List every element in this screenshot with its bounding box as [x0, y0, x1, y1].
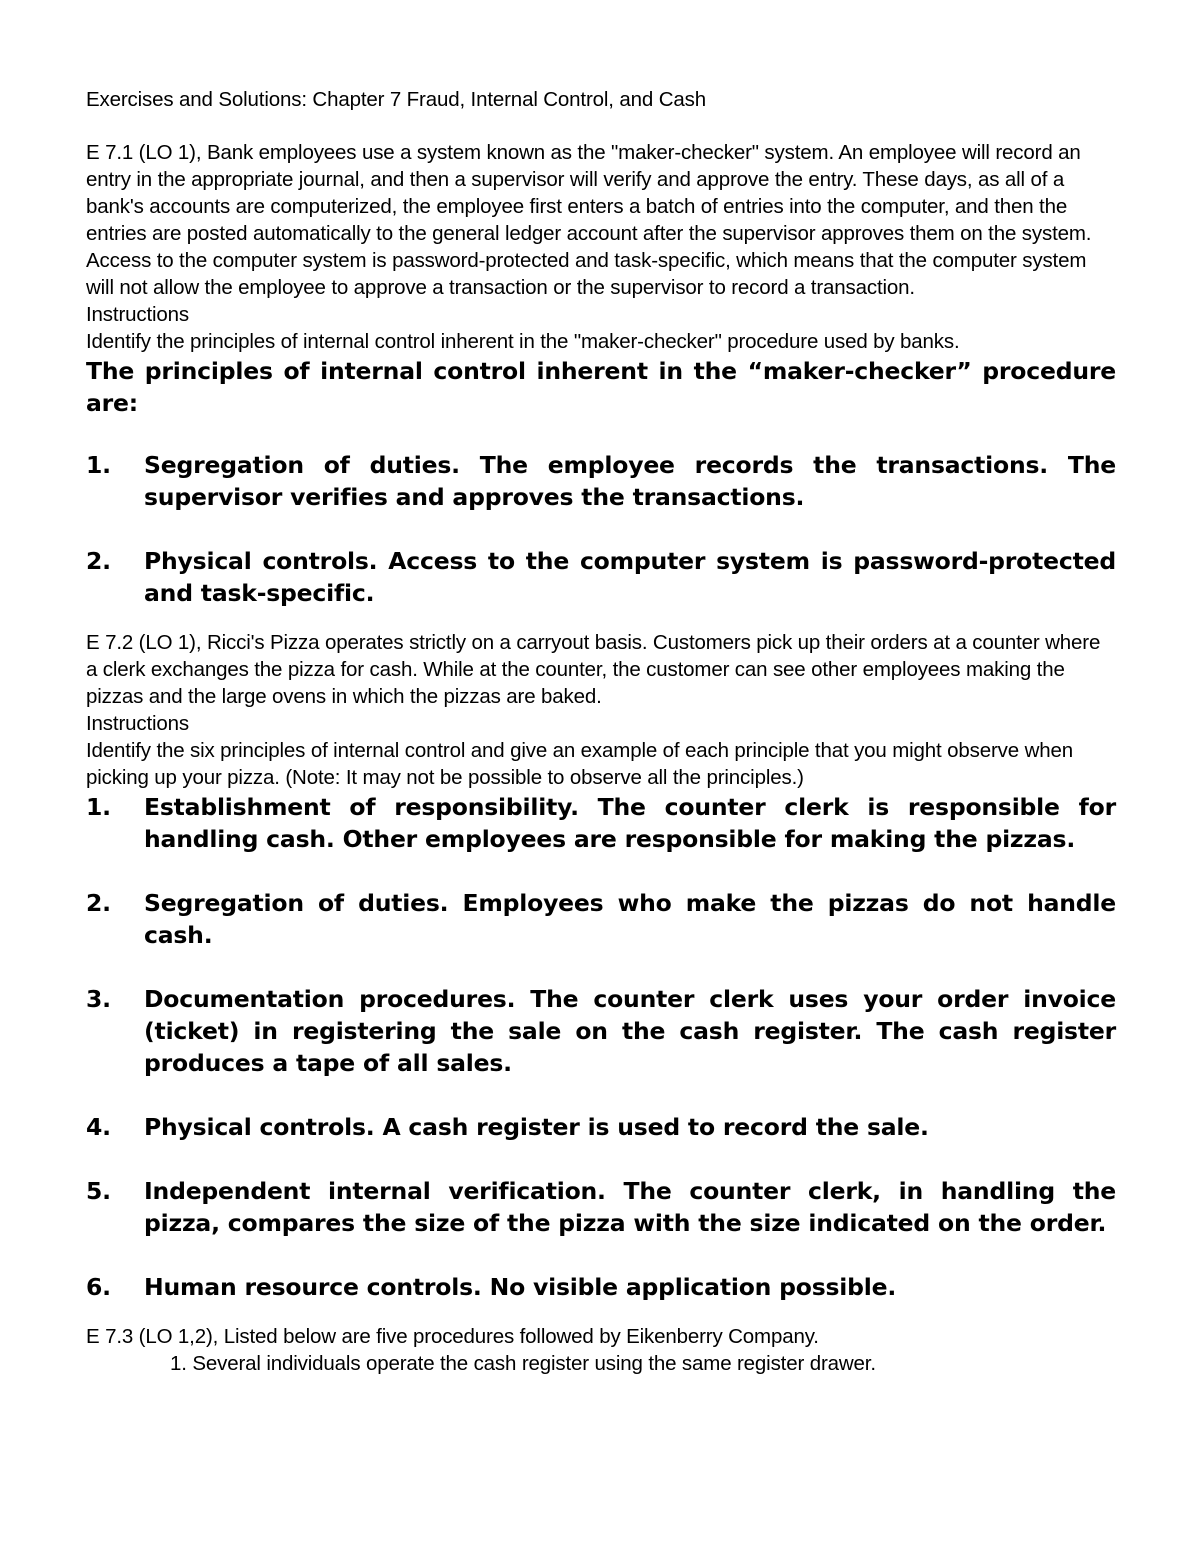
- exercise-7-3: [86, 1323, 1116, 1377]
- exercise-7-1-instructions-label: Instructions: [86, 303, 190, 326]
- answer-text: Documentation procedures. The counter clerk uses your order invoice (ticket) in registering the sale on the cash register. The cash register produces a tape of all sales.: [144, 985, 1116, 1077]
- answer-number: 1.: [86, 793, 111, 821]
- answer-text: Segregation of duties. The employee records the transactions. The supervisor verifies and approves the transactions.: [144, 451, 1116, 511]
- answer-text: Establishment of responsibility. The counter clerk is responsible for handling cash. Other employees are responsible for making the pizzas.: [144, 793, 1116, 853]
- answer-item: [86, 1111, 1116, 1143]
- exercise-7-1-access-note: Access to the computer system is password-protected and task-specific, which means that the computer system will not allow the employee to approve a transaction or the supervisor to record a transaction.: [86, 249, 1087, 299]
- answer-number: 1.: [86, 451, 111, 479]
- answer-text: Physical controls. A cash register is used to record the sale.: [144, 1113, 929, 1141]
- exercise-7-2-instructions-label: Instructions: [86, 712, 190, 735]
- exercise-7-1-answer-lead: The principles of internal control inherent in the “maker-checker” procedure are:: [86, 357, 1116, 417]
- document-page: [86, 86, 1116, 1377]
- answer-item: [86, 545, 1116, 609]
- answer-item: [86, 791, 1116, 855]
- answer-number: 4.: [86, 1113, 111, 1141]
- answer-item: [86, 1175, 1116, 1239]
- answer-number: 2.: [86, 889, 111, 917]
- answer-item: [86, 983, 1116, 1079]
- exercise-7-2: [86, 629, 1116, 1303]
- exercise-7-2-answer-list: [86, 791, 1116, 1303]
- answer-number: 6.: [86, 1273, 111, 1301]
- answer-text: Physical controls. Access to the computer system is password-protected and task-specific.: [144, 547, 1116, 607]
- answer-number: 5.: [86, 1177, 111, 1205]
- answer-text: Human resource controls. No visible application possible.: [144, 1273, 897, 1301]
- document-title: Exercises and Solutions: Chapter 7 Fraud, Internal Control, and Cash: [86, 88, 706, 111]
- exercise-7-1-answer-list: [86, 449, 1116, 609]
- exercise-7-3-item-1: 1. Several individuals operate the cash register using the same register drawer.: [170, 1352, 876, 1375]
- exercise-7-2-instructions: Identify the six principles of internal control and give an example of each principle that you might observe when picking up your pizza. (Note: It may not be possible to observe all the principles.): [86, 739, 1073, 789]
- exercise-7-1: [86, 139, 1116, 609]
- answer-item: [86, 1271, 1116, 1303]
- answer-item: [86, 887, 1116, 951]
- answer-text: Segregation of duties. Employees who make the pizzas do not handle cash.: [144, 889, 1116, 949]
- exercise-7-2-description: E 7.2 (LO 1), Ricci's Pizza operates strictly on a carryout basis. Customers pick up their orders at a counter where a clerk exchanges the pizza for cash. While at the counter, the customer can see other employees making the pizzas and the large ovens in which the pizzas are baked.: [86, 631, 1101, 708]
- answer-item: [86, 449, 1116, 513]
- answer-text: Independent internal verification. The counter clerk, in handling the pizza, compares the size of the pizza with the size indicated on the order.: [144, 1177, 1116, 1237]
- exercise-7-1-description: E 7.1 (LO 1), Bank employees use a system known as the "maker-checker" system. An employee will record an entry in the appropriate journal, and then a supervisor will verify and approve the entry. These days, as all of a bank's accounts are computerized, the employee first enters a batch of entries into the computer, and then the entries are posted automatically to the general ledger account after the supervisor approves them on the system.: [86, 141, 1092, 245]
- answer-number: 3.: [86, 985, 111, 1013]
- answer-number: 2.: [86, 547, 111, 575]
- exercise-7-3-description: E 7.3 (LO 1,2), Listed below are five procedures followed by Eikenberry Company.: [86, 1325, 819, 1348]
- exercise-7-1-instructions: Identify the principles of internal control inherent in the "maker-checker" procedure used by banks.: [86, 330, 960, 353]
